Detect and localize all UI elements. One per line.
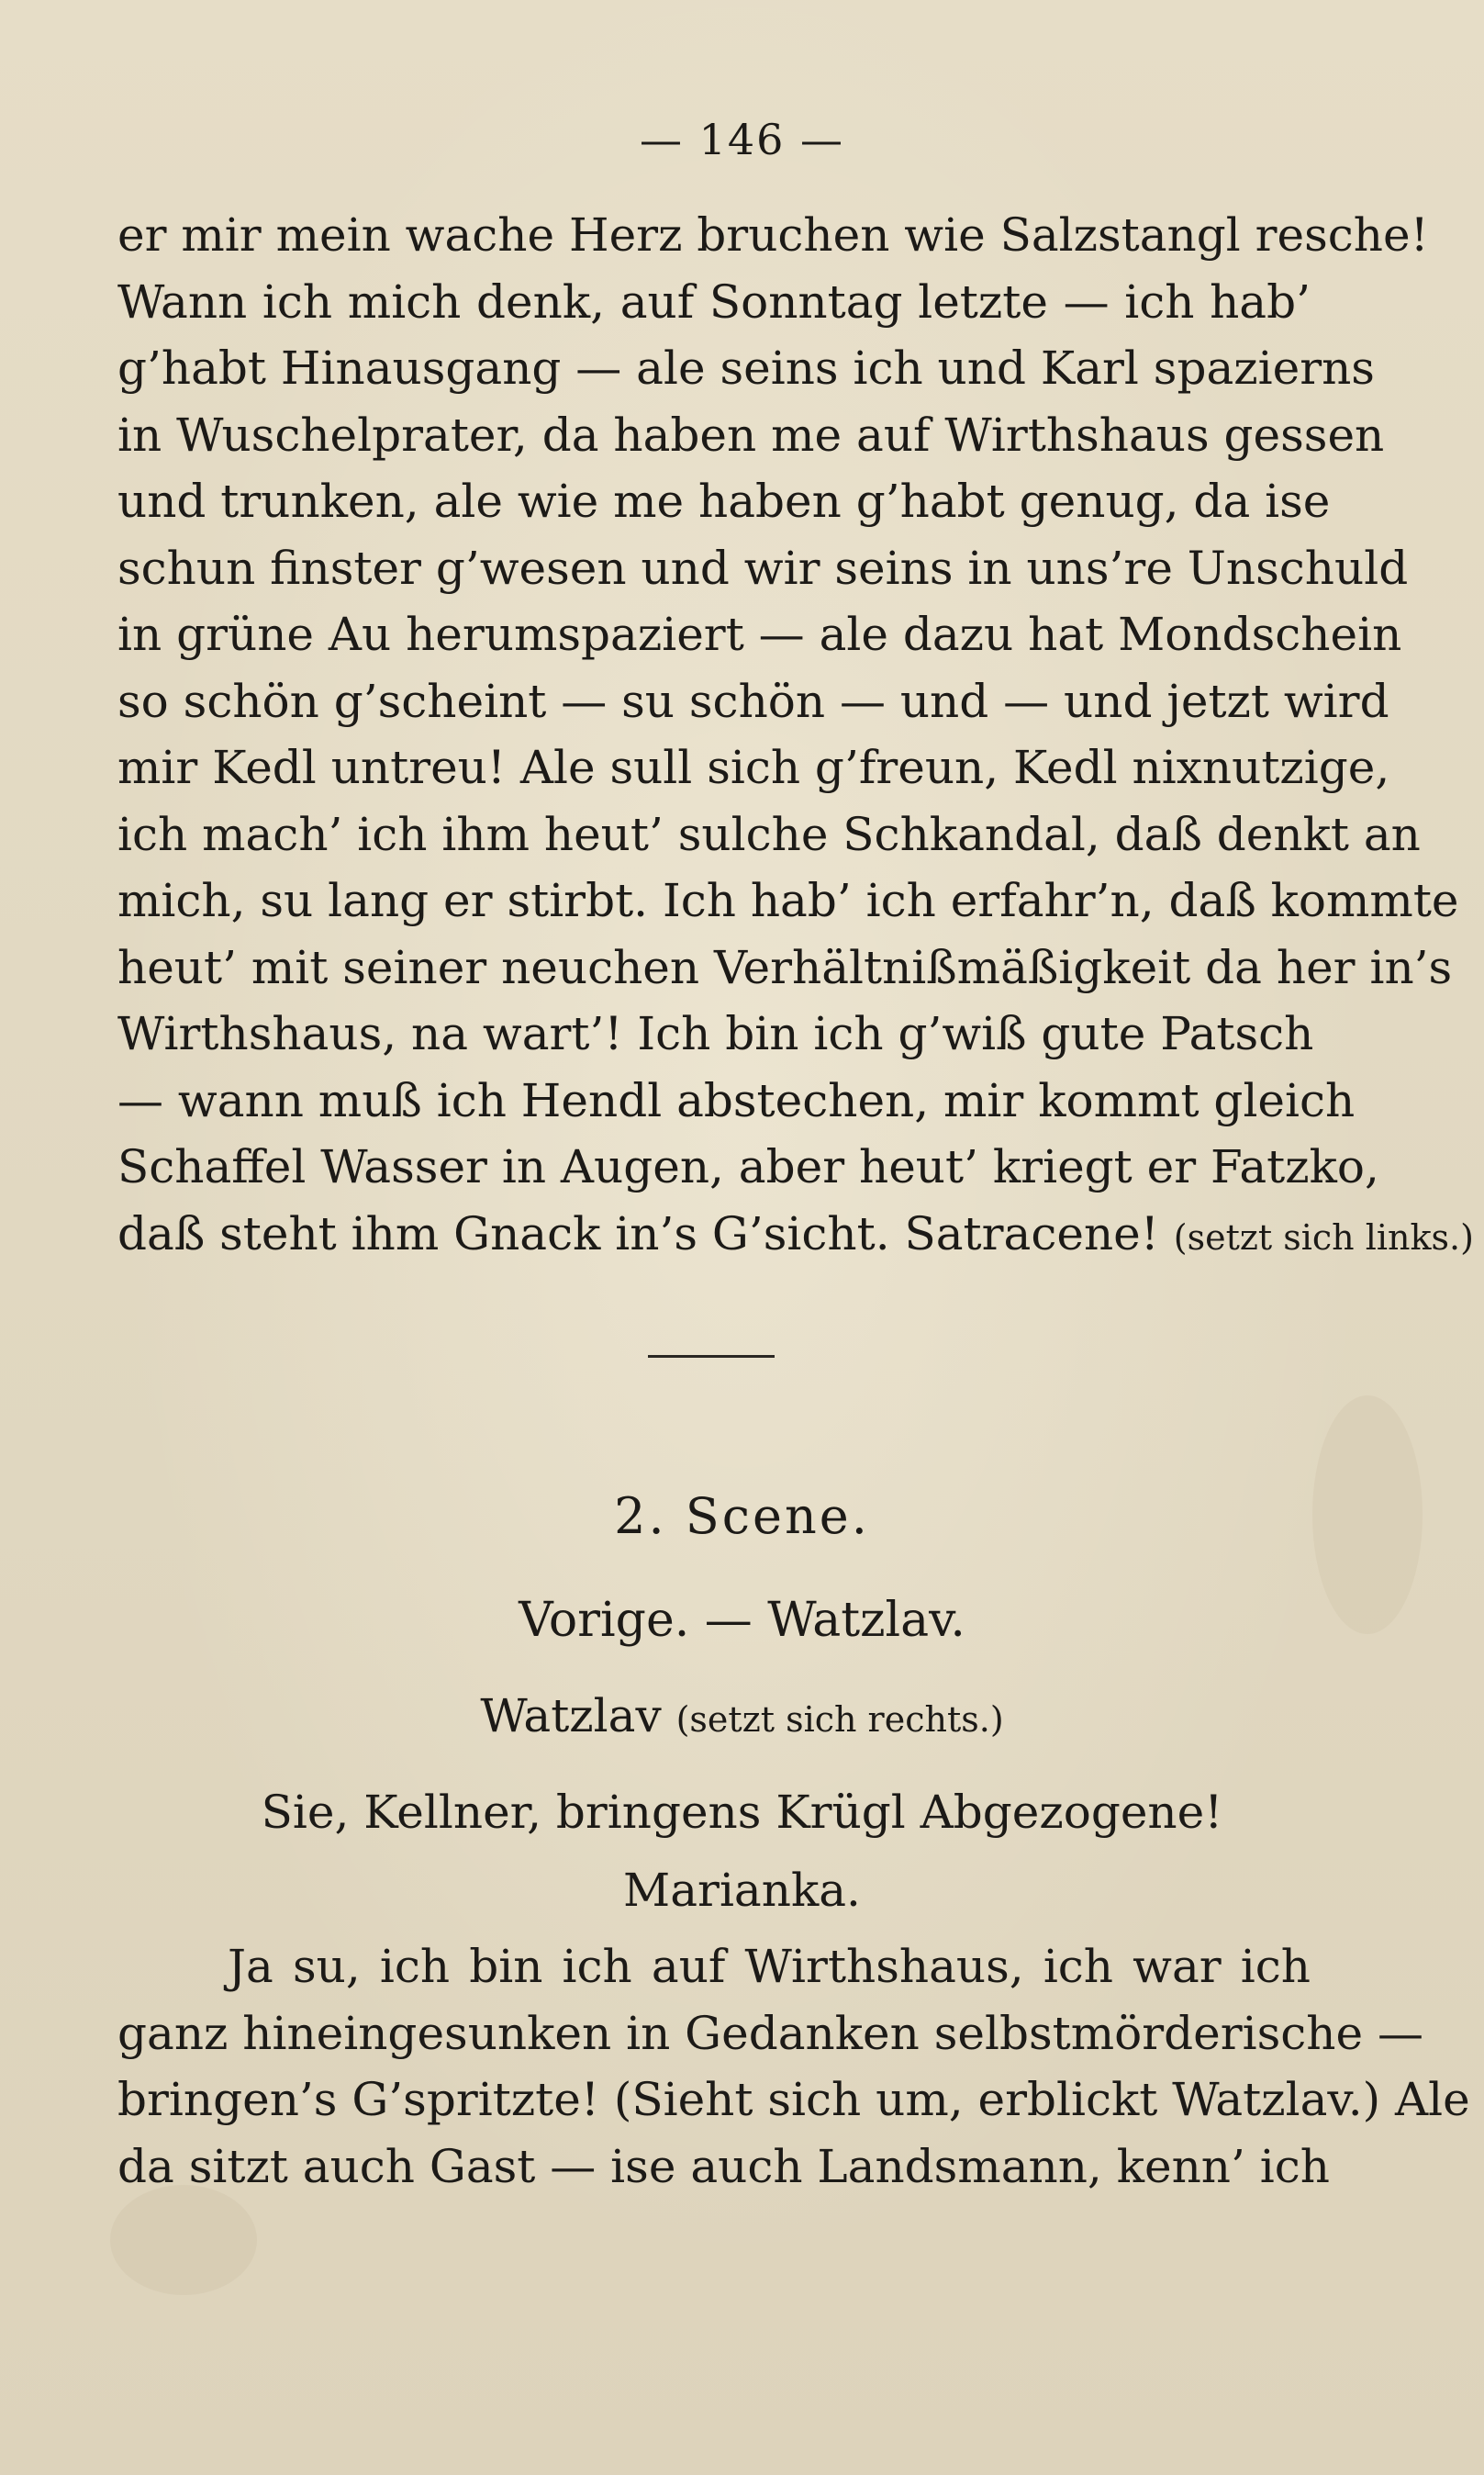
text-line: schun finster g’wesen und wir seins in uns’re Unschuld: [117, 541, 1409, 595]
text-line: — wann muß ich Hendl abstechen, mir kommt gleich: [117, 1073, 1356, 1127]
text-line: in Wuschelprater, da haben me auf Wirthshaus gessen: [117, 408, 1385, 462]
speech-text: [117, 1933, 1470, 2200]
page-number: — 146 —: [639, 115, 845, 164]
speech-line: Sie, Kellner, bringens Krügl Abgezogene!: [261, 1786, 1223, 1839]
text-line: da sitzt auch Gast — ise auch Landsmann, kenn’ ich: [117, 2139, 1330, 2193]
text-line: so schön g’scheint — su schön — und — und jetzt wird: [117, 674, 1389, 728]
text-line: Schaffel Wasser in Augen, aber heut’ kriegt er Fatzko,: [117, 1140, 1379, 1193]
stage-direction: (setzt sich rechts.): [675, 1699, 1004, 1740]
monologue-text: [117, 202, 1474, 1267]
text-line-last: [117, 1201, 1474, 1268]
text-line: in grüne Au herumspaziert — ale dazu hat Mondschein: [117, 608, 1402, 661]
text-line: Wann ich mich denk, auf Sonntag letzte — ich hab’: [117, 274, 1311, 329]
text-line: g’habt Hinausgang — ale seins ich und Karl spazierns: [117, 342, 1375, 395]
last-line-text: daß steht ihm Gnack in’s G’sicht. Satracene!: [117, 1206, 1159, 1260]
text-line: er mir mein wache Herz bruchen wie Salzstangl resche!: [117, 208, 1429, 262]
scene-persons: Vorige. — Watzlav.: [519, 1593, 965, 1648]
text-line: ganz hineingesunken in Gedanken selbstmörderische —: [117, 2006, 1423, 2060]
text-line: mir Kedl untreu! Ale sull sich g’freun, Kedl nixnutzige,: [117, 741, 1390, 794]
speaker-name: [0, 1689, 1484, 1742]
stage-direction: (setzt sich links.): [1173, 1216, 1474, 1258]
text-line: mich, su lang er stirbt. Ich hab’ ich erfahr’n, daß kommte: [117, 874, 1459, 927]
text-line: bringen’s G’spritzte! (Sieht sich um, erblickt Watzlav.) Ale: [117, 2073, 1470, 2126]
paper-stain: [110, 2185, 257, 2295]
text-line: Ja su, ich bin ich auf Wirthshaus, ich war ich: [228, 1940, 1311, 1993]
text-line: heut’ mit seiner neuchen Verhältnißmäßigkeit da her in’s: [117, 940, 1453, 994]
text-line: und trunken, ale wie me haben g’habt genug, da ise: [117, 475, 1331, 528]
scene-heading: 2. Scene.: [614, 1487, 870, 1545]
speaker-label: Watzlav: [480, 1689, 662, 1742]
speaker-name: Marianka.: [623, 1864, 861, 1917]
section-divider: [648, 1355, 775, 1358]
text-line: Wirthshaus, na wart’! Ich bin ich g’wiß gute Patsch: [117, 1007, 1314, 1060]
text-line: ich mach’ ich ihm heut’ sulche Schkandal, daß denkt an: [117, 807, 1421, 861]
